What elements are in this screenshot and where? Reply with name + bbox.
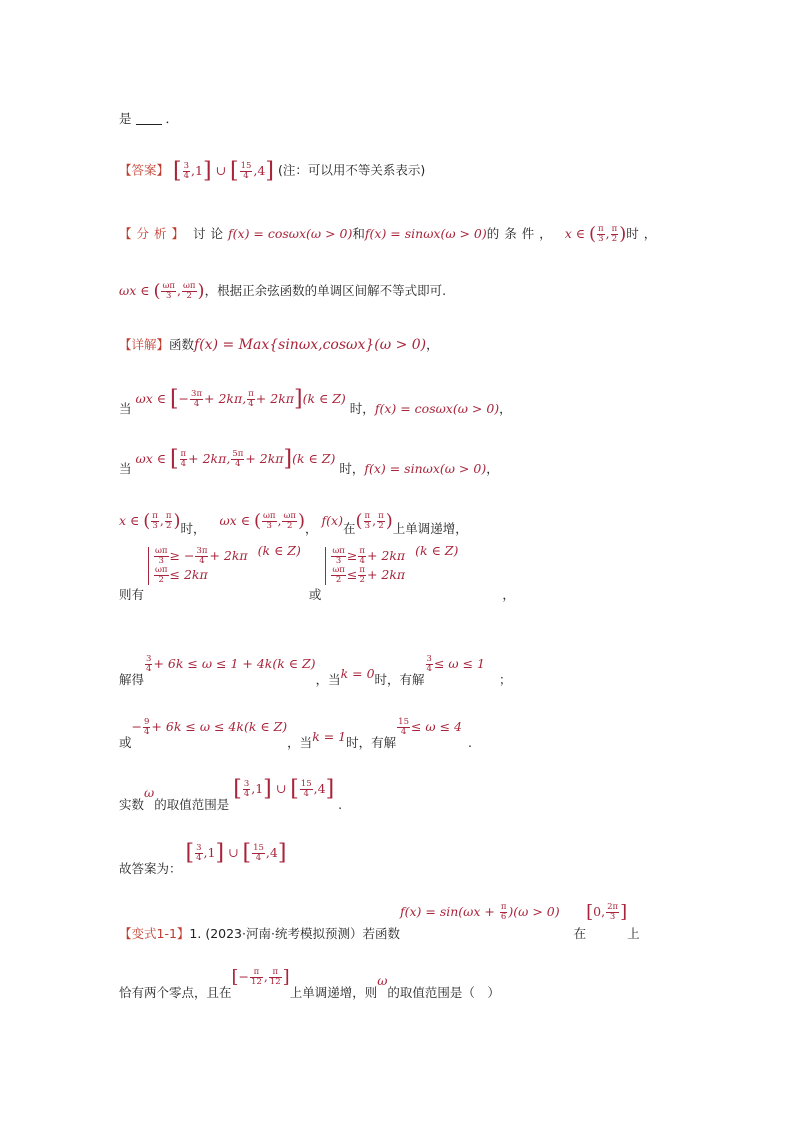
detail-line: 【详解】函数f(x) = Max{sinωx,cosωx}(ω > 0)， <box>119 337 439 353</box>
when-sin-line: 当 ωx ∈ [ $\frac{\pi}{4}$ + 2kπ, $\frac{5\pi}{4}$ + 2kπ](k ∈ Z) 时，f(x) = sinωx(ω > 0)， <box>119 446 499 476</box>
formula-sin: f(x) = sinωx(ω > 0) <box>364 225 487 241</box>
variant-tag: 【变式1-1】 <box>119 925 190 941</box>
solution-line-1: 解得 $\frac{3}{4}$ + 6k ≤ ω ≤ 1 + 4k(k ∈ Z)，当k = 0时，有解 $\frac{3}{4}$ ≤ ω ≤ 1； <box>119 654 512 687</box>
variant-function: f(x) = sin(ωx + $\frac{\pi}{6}$ )(ω > 0) <box>399 902 560 922</box>
increasing-line: x ∈ ( $\frac{\pi}{3}$ , $\frac{\pi}{2}$ )时， ωx ∈ ( $\frac{\omega\pi}{3}$ , $\frac{\omega\pi}{2}$ )， f(x)在( $\frac{\pi}{3}$ , $\frac{\pi}{2}$ )上单调递增， <box>119 510 468 536</box>
answer-blank <box>136 124 162 125</box>
system-2: $\frac{\omega\pi}{3}$ ≥ $\frac{\pi}{4}$ + 2kπ $\frac{\omega\pi}{2}$ ≤ $\frac{\pi}{2}$ + 2kπ (k ∈ Z) <box>325 547 458 585</box>
formula-cos: f(x) = cosωx(ω > 0) <box>228 225 353 241</box>
range-formula: [ $\frac{3}{4}$ ,1] ∪ [ $\frac{15}{4}$ ,4] <box>233 776 335 801</box>
analysis-line-2: ωx ∈ ( $\frac{\omega\pi}{3}$ , $\frac{\omega\pi}{2}$ )，根据正余弦函数的单调区间解不等式即可. <box>119 280 447 302</box>
cos-interval: ωx ∈ [− $\frac{3\pi}{4}$ + 2kπ, $\frac{\pi}{4}$ + 2kπ](k ∈ Z) <box>135 386 346 411</box>
final-answer-formula: [ $\frac{3}{4}$ ,1] ∪ [ $\frac{15}{4}$ ,4] <box>185 840 287 865</box>
answer-line <box>119 160 425 182</box>
when-cos-line: 当 ωx ∈ [− $\frac{3\pi}{4}$ + 2kπ, $\frac{\pi}{4}$ + 2kπ](k ∈ Z) 时，f(x) = cosωx(ω > 0)， <box>119 386 512 416</box>
wx-interval: ωx ∈ ( $\frac{\omega\pi}{3}$ , $\frac{\omega\pi}{2}$ ) <box>119 280 205 302</box>
sin-interval: ωx ∈ [ $\frac{\pi}{4}$ + 2kπ, $\frac{5\pi}{4}$ + 2kπ](k ∈ Z) <box>135 446 336 471</box>
x-interval: x ∈ ( $\frac{\pi}{3}$ , $\frac{\pi}{2}$ ) <box>564 223 627 245</box>
answer-tag: 【答案】 <box>119 162 170 178</box>
max-function: f(x) = Max{sinωx,cosωx}(ω > 0) <box>194 337 427 353</box>
final-answer-line: 故答案为： [ $\frac{3}{4}$ ,1] ∪ [ $\frac{15}{4}$ ,4] <box>119 840 287 876</box>
variant-line-2: 恰有两个零点，且在[− $\frac{\pi}{12}$ , $\frac{\pi}{12}$ ]上单调递增，则ω的取值范围是（ ） <box>119 966 500 1000</box>
variant-line: 【变式1-1】1. (2023·河南·统考模拟预测）若函数f(x) = sin(ωx + $\frac{\pi}{6}$ )(ω > 0)在[0, $\frac{2\pi}{3}$ ]上 <box>119 901 640 941</box>
analysis-tag: 【分析】 <box>119 225 190 241</box>
answer-note: (注：可以用不等关系表示) <box>277 162 426 178</box>
system-line: 则有 $\frac{\omega\pi}{3}$ ≥ − $\frac{3\pi}{4}$ + 2kπ $\frac{\omega\pi}{2}$ ≤ 2kπ (k ∈ Z) 或 $\frac{\omega\pi}{3}$ ≥ $\frac{\pi}{4}$ + 2kπ $\frac{\omega\pi}{2}$ ≤ $\frac{\pi}{2}$ + 2kπ (k ∈ Z) ， <box>119 543 515 602</box>
detail-tag: 【详解】 <box>119 337 170 352</box>
question-tail: 是 ． <box>119 111 179 126</box>
solution-line-2: 或− $\frac{9}{4}$ + 6k ≤ ω ≤ 4k(k ∈ Z)，当k = 1时，有解 $\frac{15}{4}$ ≤ ω ≤ 4. <box>119 717 472 750</box>
analysis-line: 【分析】 讨论f(x) = cosωx(ω > 0)和f(x) = sinωx(ω > 0)的条件， x ∈ ( $\frac{\pi}{3}$ , $\frac{\pi}{2}$ )时， <box>119 223 662 245</box>
system-1: $\frac{\omega\pi}{3}$ ≥ − $\frac{3\pi}{4}$ + 2kπ $\frac{\omega\pi}{2}$ ≤ 2kπ (k ∈ Z) <box>148 547 301 585</box>
answer-formula: [ $\frac{3}{4}$ ,1] ∪ [ $\frac{15}{4}$ ,4] <box>173 158 274 183</box>
range-line: 实数ω的取值范围是 [ $\frac{3}{4}$ ,1] ∪ [ $\frac{15}{4}$ ,4] . <box>119 776 343 812</box>
